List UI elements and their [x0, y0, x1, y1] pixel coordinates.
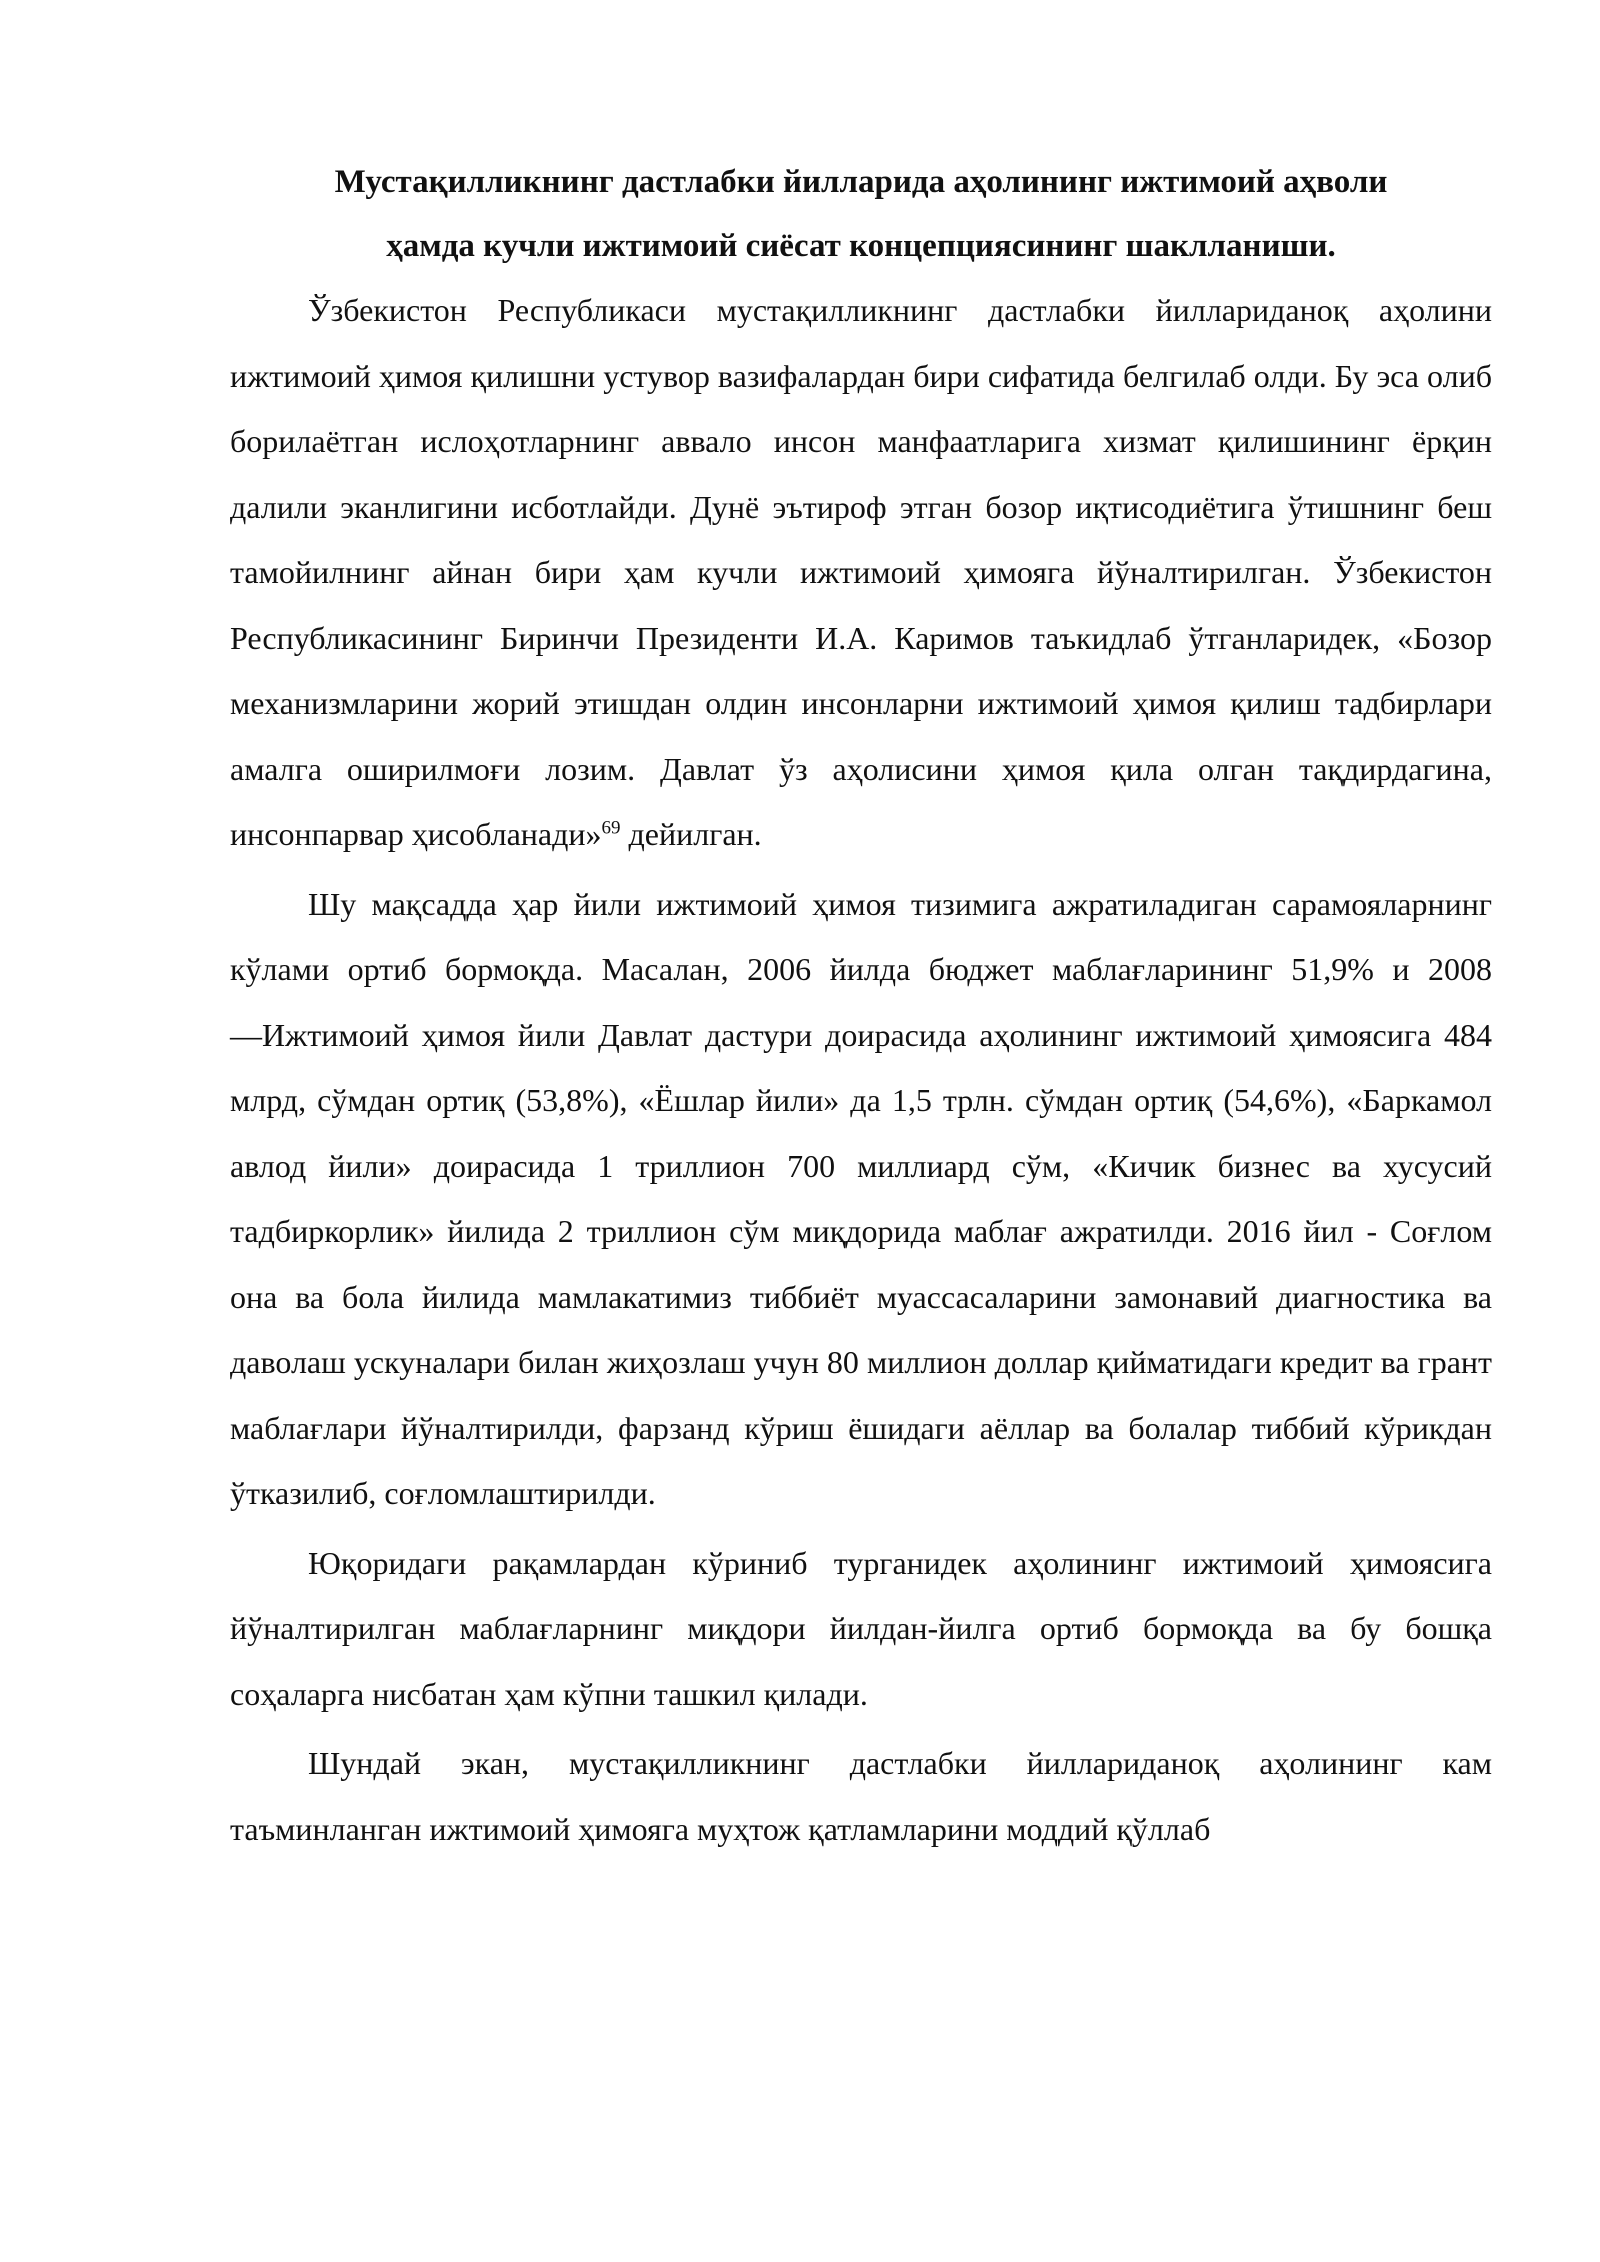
title-line-2: ҳамда кучли ижтимоий сиёсат концепциясининг шаклланиши.: [386, 228, 1336, 264]
document-title: [230, 150, 1492, 278]
title-line-1: Мустақилликнинг дастлабки йилларида аҳолининг ижтимоий аҳволи: [334, 164, 1388, 200]
paragraph-3: Юқоридаги рақамлардан кўриниб турганидек аҳолининг ижтимоий ҳимоясига йўналтирилган маблағларнинг миқдори йилдан-йилга ортиб бормоқда ва бу бошқа соҳаларга нисбатан ҳам кўпни ташкил қилади.: [230, 1544, 1492, 1712]
paragraph-2: Шу мақсадда ҳар йили ижтимоий ҳимоя тизимига ажратиладиган сарамояларнинг кўлами ортиб бормоқда. Масалан, 2006 йилда бюджет маблағларининг 51,9% и 2008 ―Ижтимоий ҳимоя йили Давлат дастури доирасида аҳолининг ижтимоий ҳимоясига 484 млрд, сўмдан ортиқ (53,8%), «Ёшлар йили» да 1,5 трлн. сўмдан ортиқ (54,6%), «Баркамол авлод йили» доирасида 1 триллион 700 миллиард сўм, «Кичик бизнес ва хусусий тадбиркорлик» йилида 2 триллион сўм миқдорида маблағ ажратилди. 2016 йил - Соғлом она ва бола йилида мамлакатимиз тиббиёт муассасаларини замонавий диагностика ва даволаш ускуналари билан жиҳозлаш учун 80 миллион доллар қийматидаги кредит ва грант маблағлари йўналтирилди, фарзанд кўриш ёшидаги аёллар ва болалар тиббий кўрикдан ўтказилиб, соғломлаштирилди.: [230, 885, 1492, 1511]
paragraph-4: Шундай экан, мустақилликнинг дастлабки йиллариданоқ аҳолининг кам таъминланган ижтимоий ҳимояга муҳтож қатламларини моддий қўллаб: [230, 1745, 1492, 1847]
paragraph-1-tail: дейилган.: [620, 816, 762, 852]
paragraph-1: [230, 278, 1492, 868]
footnote-reference[interactable]: 69: [601, 817, 621, 839]
document-page: [230, 150, 1492, 1862]
paragraph-1-text: Ўзбекистон Республикаси мустақилликнинг дастлабки йиллариданоқ аҳолини ижтимоий ҳимоя қилишни устувор вазифалардан бири сифатида белгилаб олди. Бу эса олиб борилаётган ислоҳотларнинг аввало инсон манфаатларига хизмат қилишининг ёрқин далили эканлигини исботлайди. Дунё эътироф этган бозор иқтисодиётига ўтишнинг беш тамойилнинг айнан бири ҳам кучли ижтимоий ҳимояга йўналтирилган. Ўзбекистон Республикасининг Биринчи Президенти И.А. Каримов таъкидлаб ўтганларидек, «Бозор механизмларини жорий этишдан олдин инсонларни ижтимоий ҳимоя қилиш тадбирлари амалга оширилмоғи лозим. Давлат ўз аҳолисини ҳимоя қила олган тақдирдагина, инсонпарвар ҳисобланади»: [230, 292, 1492, 852]
